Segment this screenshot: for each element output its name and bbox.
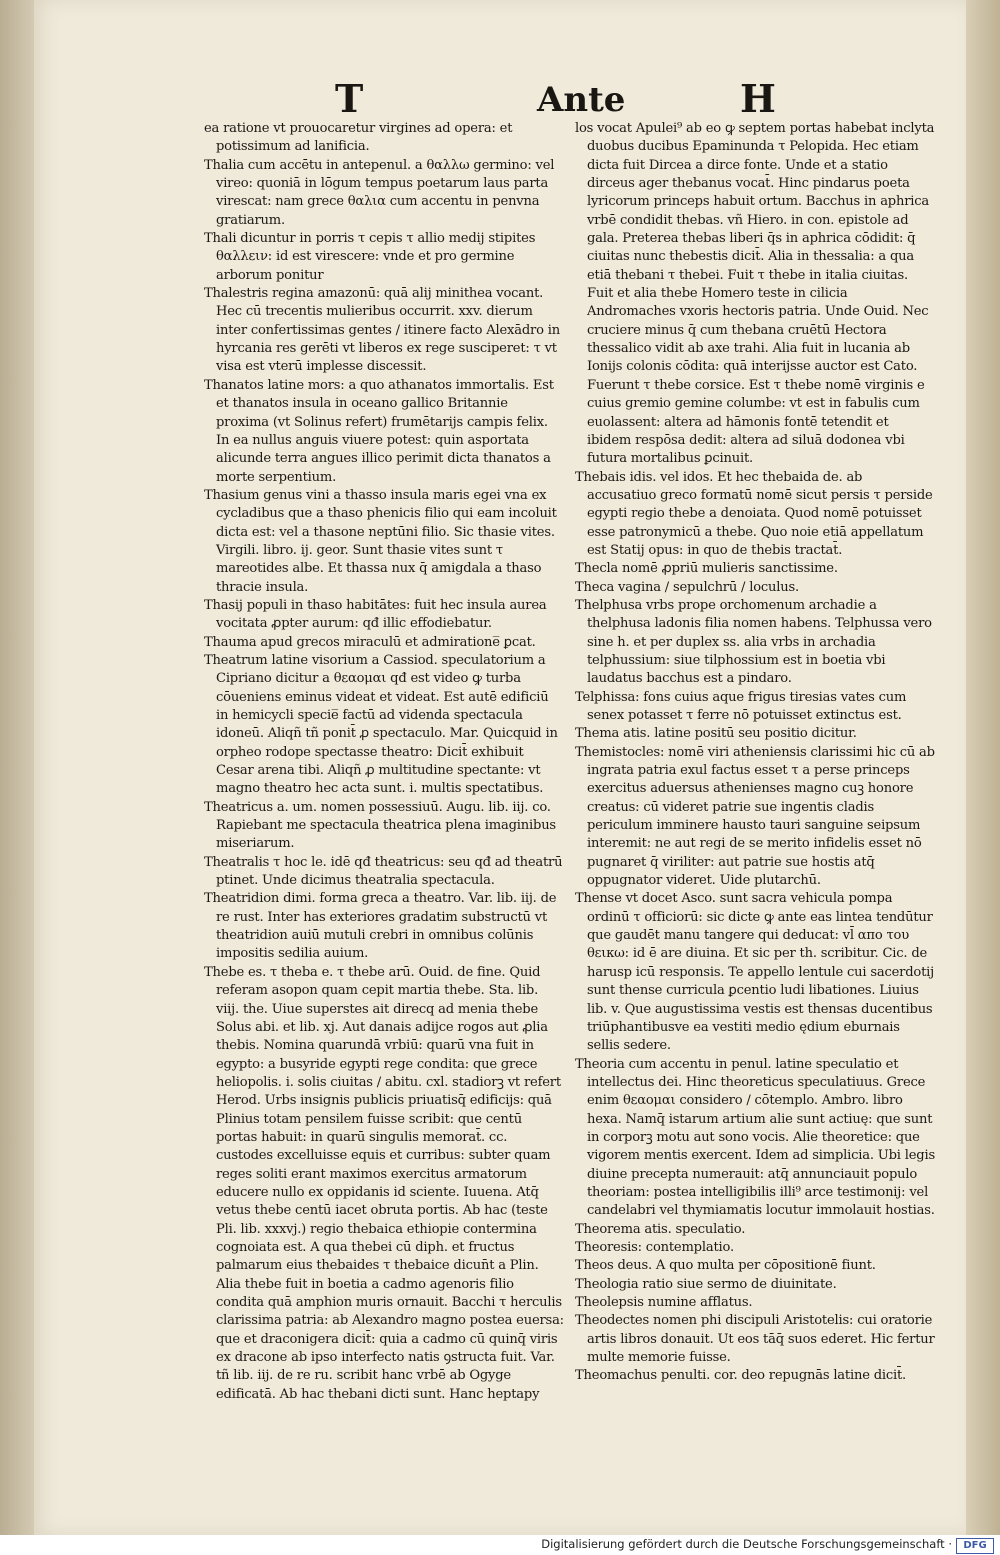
dictionary-entry: Theatridion dimi. forma greca a theatro. Var. lib. iij. de re rust. Inter has exteriores gradatim substructū vt theatridion auiū mutuli crebri in omnibus colūnis impositis sedilia auium. (204, 891, 557, 962)
running-header (0, 76, 1000, 120)
dictionary-entry: Thense vt docet Asco. sunt sacra vehicula pompa ordinū τ officiorū: sic dicte ꝙ ante eas lintea tendūtur que gaudēt manu tangere qui deducat: vl̄ απο του θεικω: id ē are diuina. Et sic per th. scribitur. Cic. de harusp icū responsis. Te appello lentule cui sacerdotij sunt thense curricula ꝑcentio ludi libationes. Liuius lib. v. Que augustissima vestis est thensas ducentibus triūphantibusve ea vestiti medio ędium eburnais sellis sedere. (575, 891, 934, 1054)
dictionary-entry: Thalia cum accētu in antepenul. a θαλλω germino: vel vireo: quoniā in lōgum tempus poetarum laus parta virescat: nam grece θαλια cum accentu in penvna gratiarum. (204, 157, 555, 228)
dictionary-entry: Thebe es. τ theba e. τ thebe arū. Ouid. de fine. Quid referam asopon quam cepit martia thebe. Sta. lib. viij. the. Uiue superstes ait direcq ad menia thebe Solus abi. et lib. xj. Aut danais adijce rogos aut ꝓlia thebis. Nomina quarundā vrbiū: quarū vna fuit in egypto: a busyride egypti rege condita: que grece heliopolis. i. solis ciuitas / abitu. cxl. stadiorꝫ vt refert Herod. Urbs insignis publicis priuatisq̄ edificijs: quā Plinius totam pensilem fuisse scribit: que centū portas habuit: in quarū singulis memorat̄. cc. custodes excelluisse equis et curribus: subter quam reges soliti erant maximos exercitus armatorum educere nullo ex oppidanis id sciente. Iuuena. Atq̄ vetus thebe centū iacet obruta portis. Ab hac (teste Pli. lib. xxxvj.) regio thebaica ethiopie contermina cognoiata est. A qua thebei cū diph. et fructus palmarum eius thebaides τ thebaice dicun̄t a Plin. Alia thebe fuit in boetia a cadmo agenoris filio condita quā amphion muris ornauit. Bacchi τ herculis clarissima patria: ab Alexandro magno postea euersa: que et draconigera dicit̄: quia a cadmo cū quinq̄ viris ex dracone ab ipso interfecto natis ꝯstructa fuit. Var. tñ lib. iij. de re ru. scribit hanc vrbē ab Ogyge edificatā. Ab hac thebani dicti sunt. Hanc heptapy (204, 964, 564, 1402)
dictionary-entry: Themistocles: nomē viri atheniensis clarissimi hic cū ab ingrata patria exul factus esset τ a perse princeps exercitus aduersus athenienses magno cuꝫ honore creatus: cū videret patrie sue ingentis cladis periculum imminere hausto tauri sanguine seipsum interemit: ne aut regi de se merito infidelis esset nō pugnaret q̄ viriliter: aut patrie sue hostis atq̄ oppugnator videret. Uide plutarchū. (575, 744, 935, 889)
dictionary-entry: ea ratione vt prouocaretur virgines ad opera: et potissimum ad lanificia. (204, 121, 513, 155)
dfg-logo: DFG (956, 1538, 994, 1554)
dictionary-entry: Thasij populi in thaso habitātes: fuit hec insula aurea vocitata ꝓpter aurum: qđ illic effodiebatur. (204, 597, 547, 632)
dictionary-entry: Theoresis: contemplatio. (575, 1239, 734, 1255)
page-edge (966, 0, 1000, 1535)
dictionary-entry: Theolepsis numine afflatus. (575, 1295, 753, 1310)
dictionary-entry: Theca vagina / sepulchrū / loculus. (575, 579, 799, 595)
footer-credit-text: Digitalisierung gefördert durch die Deutsche Forschungsgemeinschaft · (541, 1537, 952, 1551)
left-text-column (204, 120, 564, 1404)
dictionary-entry: Thalestris regina amazonū: quā alij minithea vocant. Hec cū trecentis mulieribus occurrit. xxv. dierum inter confertissimas gentes / itinere facto Alexādro in hyrcania res gerēti vt liberos ex rege susciperet: τ vt visa est vterū implesse discessit. (204, 286, 560, 375)
footer-bar (0, 1535, 1000, 1555)
right-text-column (575, 120, 935, 1386)
header-right-letter: H (740, 76, 776, 121)
dictionary-entry: Thanatos latine mors: a quo athanatos immortalis. Est et thanatos insula in oceano gallico Britannie proxima (vt Solinus refert) frumētarijs campis felix. In ea nullus anguis viuere potest: quin asportata alicunde terra angues illico perimit dicta thanatos a morte serpentium. (204, 377, 554, 485)
dictionary-entry: Theodectes nomen phi discipuli Aristotelis: cui oratorie artis libros donauit. Ut eos tāq̄ suos ederet. Hic fertur multe memorie fuisse. (575, 1313, 935, 1366)
dictionary-entry: Theatricus a. um. nomen possessiuū. Augu. lib. iij. co. Rapiebant me spectacula theatrica plena imaginibus miseriarum. (204, 799, 556, 852)
dictionary-entry: los vocat Apulei⁹ ab eo ꝙ septem portas habebat inclyta duobus ducibus Epaminunda τ Pelopida. Hec etiam dicta fuit Dircea a dirce fonte. Unde et a statio dirceus ager thebanus vocat̄. Hinc pindarus poeta lyricorum princeps habuit ortum. Bacchus in aphrica vrbē condidit thebas. vñ Hiero. in con. epistole ad gala. Preterea thebas liberi q̄s in aphrica cōdidit: q̄ ciuitas nunc thebestis dicit̄. Alia in thessalia: a qua etiā thebani τ thebei. Fuit τ thebe in italia ciuitas. Fuit et alia thebe Homero teste in cilicia Andromaches vxoris hectoris patria. Unde Ouid. Nec cruciere minus q̄ cum thebana cruētū Hectora thessalico vidit ab axe trahi. Alia fuit in lucania ab Ionijs colonis cōdita: quā interijsse auctor est Cato. Fuerunt τ thebe corsice. Est τ thebe nomē virginis e cuius gremio gemine columbe: vt est in fabulis cum euolassent: altera ad hāmonis fontē tetendit et ibidem respōsa dedit: altera ad siluā dodonea vbi futura mortalibus ꝑcinuit. (575, 121, 935, 467)
dictionary-entry: Telphissa: fons cuius aque frigus tiresias vates cum senex potasset τ ferre nō potuisset extinctus est. (575, 689, 907, 723)
dictionary-entry: Theatralis τ hoc le. idē qđ theatricus: seu qđ ad theatrū ptinet. Unde dicimus theatralia spectacula. (204, 854, 563, 889)
dictionary-entry: Thasium genus vini a thasso insula maris egei vna ex cycladibus que a thaso phenicis filio qui eam incoluit dicta est: vel a thasone neptūni filio. Sic thasie vites. Virgili. libro. ij. geor. Sunt thasie vites sunt τ mareotides albe. Et thassa nux q̄ amigdala a thaso thracie insula. (204, 487, 557, 595)
dictionary-entry: Thali dicuntur in porris τ cepis τ allio medij stipites θαλλειν: id est virescere: vnde et pro germine arborum ponitur (204, 231, 536, 283)
dictionary-entry: Theoria cum accentu in penul. latine speculatio et intellectus dei. Hinc theoreticus speculatiuus. Grece enim θεαομαι considero / cōtemplo. Ambro. libro hexa. Namq̄ istarum artium alie sunt actiuę: que sunt in corporꝫ motu aut sono vocis. Alie theoretice: que vigorem mentis exercent. Idem ad simplicia. Ubi legis diuine precepta numerauit: atq̄ annunciauit populo theoriam: postea intelligibilis illi⁹ arce testimonij: vel candelabri vel thymiamatis locutur immolauit hostias. (575, 1056, 935, 1219)
header-center-word: Ante (537, 80, 626, 120)
dictionary-entry: Thauma apud grecos miraculū et admiratione̅ ꝑcat. (204, 634, 536, 650)
header-left-letter: T (335, 76, 364, 121)
dictionary-entry: Theatrum latine visorium a Cassiod. speculatorium a Cipriano dicitur a θεαομαι qđ est video ꝙ turba cōueniens eminus videat et videat. Est autē edificiū in hemicycli specie̅ factū ad videnda spectacula idoneū. Aliqñ tñ ponit̄ ꝓ spectaculo. Mar. Quicquid in orpheo rodope spectasse theatro: Dicit̄ exhibuit Cesar arena tibi. Aliqñ ꝓ multitudine spectante: vt magno theatro hec acta sunt. i. multis spectatibus. (204, 652, 558, 797)
dictionary-entry: Thebais idis. vel idos. Et hec thebaida de. ab accusatiuo greco formatū nomē sicut persis τ perside egypti regio thebe a denoiata. Quod nomē potuisset esse patronymicū a thebe. Quo noie etiā appellatum est Statij opus: in quo de thebis tractat̄. (575, 469, 933, 558)
dictionary-entry: Theorema atis. speculatio. (575, 1221, 746, 1237)
dictionary-entry: Thecla nomē ꝓpriū mulieris sanctissime. (575, 561, 838, 577)
dictionary-entry: Thelphusa vrbs prope orchomenum archadie a thelphusa ladonis filia nomen habens. Telphussa vero sine h. et per duplex ss. alia vrbs in archadia telphussium: siue tilphossium est in boetia vbi laudatus bacchus est a pindaro. (575, 597, 932, 687)
dictionary-entry: Theomachus penulti. cor. deo repugnās latine dicit̄. (575, 1368, 907, 1384)
dictionary-entry: Theos deus. A quo multa per cōpositionē fiunt. (575, 1258, 876, 1274)
book-binding (0, 0, 34, 1535)
dictionary-entry: Thema atis. latine positū seu positio dicitur. (575, 726, 857, 742)
dictionary-entry: Theologia ratio siue sermo de diuinitate. (575, 1276, 837, 1292)
